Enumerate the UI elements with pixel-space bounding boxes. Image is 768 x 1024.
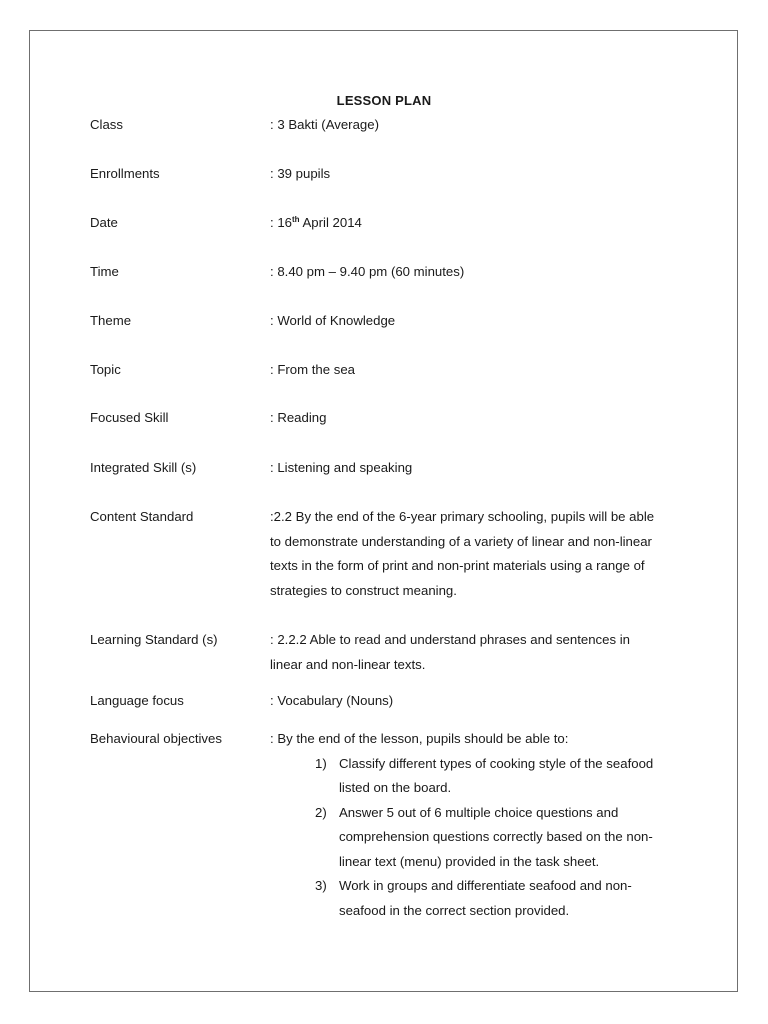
- objective-line: Classify different types of cooking style of the seafood: [339, 755, 654, 771]
- field-label: Enrollments: [90, 166, 160, 181]
- field-value: [270, 211, 690, 236]
- field-label: Integrated Skill (s): [90, 460, 197, 475]
- objective-item: [270, 801, 690, 875]
- field-label: Content Standard: [90, 509, 194, 524]
- objective-line: Work in groups and differentiate seafood and non-: [339, 878, 632, 893]
- field-value: : World of Knowledge: [270, 313, 396, 328]
- learning-standard-line: : 2.2.2 Able to read and understand phrases and sentences in: [270, 632, 630, 647]
- field-value: : Vocabulary (Nouns): [270, 693, 394, 708]
- objective-number: 1): [315, 755, 327, 771]
- field-value: : From the sea: [270, 362, 356, 377]
- content-standard-line: to demonstrate understanding of a variety of linear and non-linear: [270, 533, 652, 549]
- field-label: Theme: [90, 313, 132, 328]
- field-label: Topic: [90, 362, 121, 377]
- objective-line: linear text (menu) provided in the task sheet.: [339, 853, 600, 869]
- field-label: Focused Skill: [90, 410, 169, 425]
- field-value: : 39 pupils: [270, 166, 331, 181]
- objectives-intro: : By the end of the lesson, pupils should be able to:: [270, 731, 569, 746]
- date-month-year: April 2014: [299, 215, 362, 230]
- objective-number: 2): [315, 804, 327, 820]
- content-standard-line: :2.2 By the end of the 6-year primary schooling, pupils will be able: [270, 509, 655, 524]
- field-label: Behavioural objectives: [90, 731, 222, 746]
- objective-line: Answer 5 out of 6 multiple choice questions and: [339, 804, 619, 820]
- field-value: [270, 505, 690, 603]
- content-standard-line: strategies to construct meaning.: [270, 582, 457, 598]
- objectives-list: [270, 752, 690, 924]
- objective-line: seafood in the correct section provided.: [339, 902, 570, 918]
- content-standard-line: texts in the form of print and non-print materials using a range of: [270, 558, 645, 573]
- field-label: Time: [90, 264, 119, 279]
- field-label: Language focus: [90, 693, 184, 708]
- document-title: LESSON PLAN: [336, 93, 432, 108]
- objective-number: 3): [315, 878, 327, 893]
- field-label: Learning Standard (s): [90, 632, 218, 647]
- field-label: Date: [90, 215, 118, 230]
- objective-line: comprehension questions correctly based on the non-: [339, 829, 653, 844]
- field-label: Class: [90, 117, 123, 132]
- field-value: [270, 628, 690, 677]
- learning-standard-line: linear and non-linear texts.: [270, 656, 426, 672]
- objective-item: [270, 874, 690, 923]
- field-value: : Listening and speaking: [270, 460, 413, 475]
- field-value: : Reading: [270, 410, 327, 425]
- field-value: : 8.40 pm – 9.40 pm (60 minutes): [270, 264, 465, 279]
- field-value: : 3 Bakti (Average): [270, 117, 379, 132]
- field-value: [270, 727, 690, 923]
- objective-line: listed on the board.: [339, 780, 452, 795]
- date-day: : 16: [270, 215, 292, 230]
- date-ordinal: th: [292, 215, 300, 224]
- objective-item: [270, 752, 690, 801]
